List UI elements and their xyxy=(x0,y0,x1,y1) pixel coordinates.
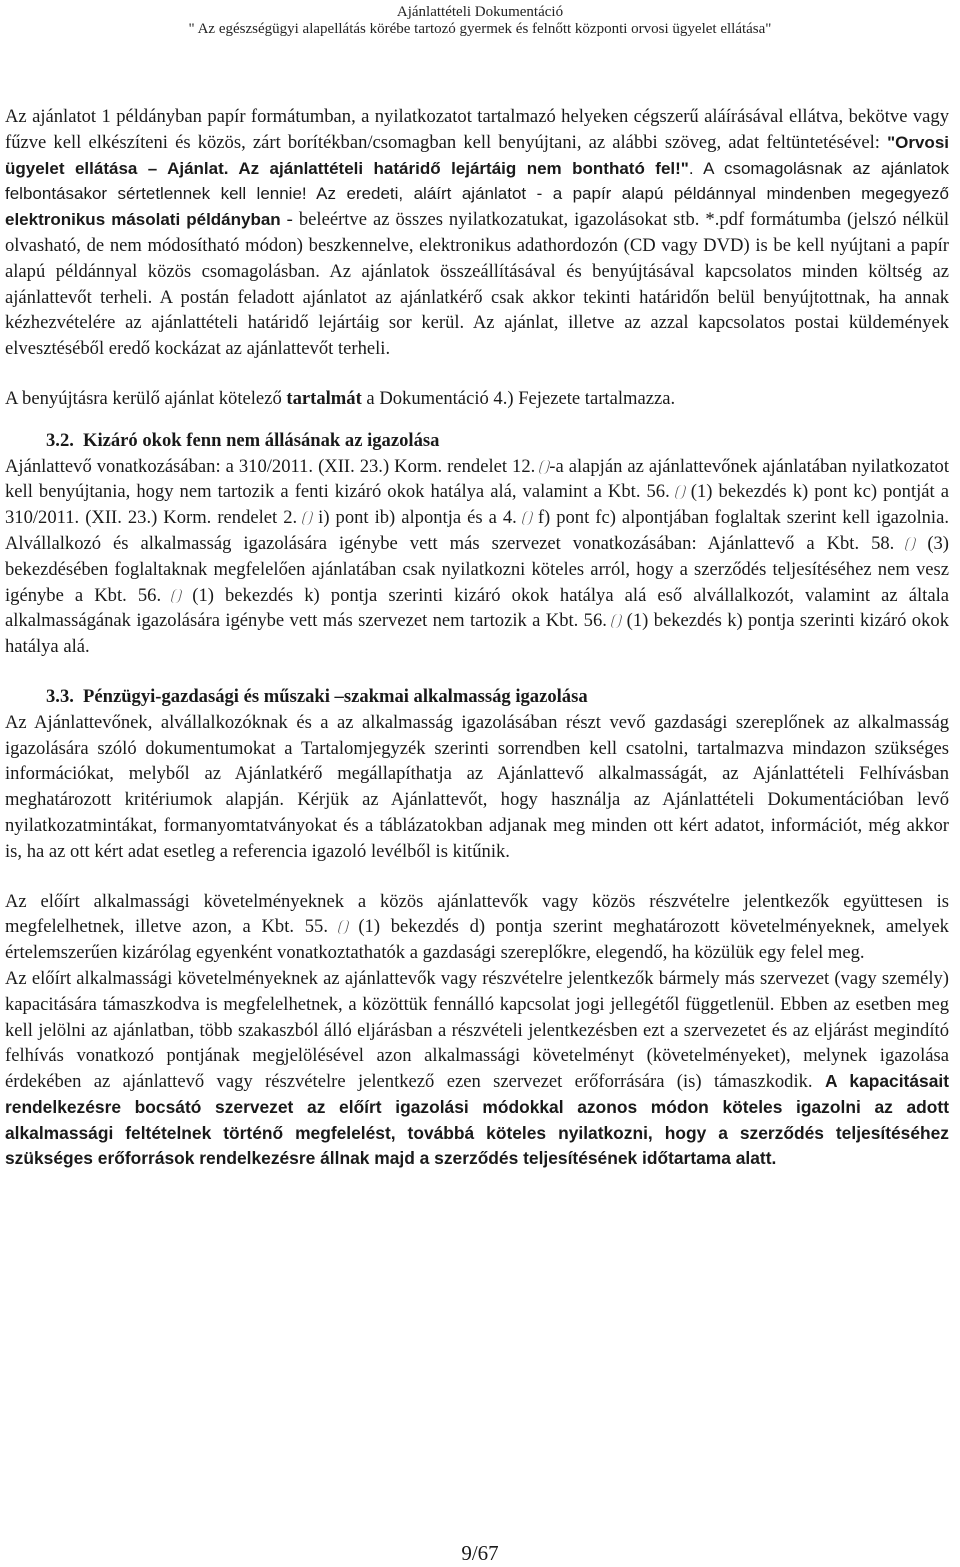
page-header xyxy=(0,4,960,38)
section-number: 3.2. xyxy=(46,429,74,451)
text: a Dokumentáció 4.) Fejezete tartalmazza. xyxy=(361,387,676,409)
text: (1) bekezdés k) pontja szerinti kizáró okok hatálya alá eső alvállalkozót, valamint az általa alkalmasságának igazolására igénybe vett más szervezet nem tartozik a Kbt. 56. xyxy=(5,584,949,632)
contents-paragraph xyxy=(5,386,949,412)
suitability-paragraph: Az Ajánlattevőnek, alvállalkozóknak és a az alkalmasság igazolásában részt vevő gazdasági szereplőnek az alkalmasság igazolására szóló dokumentumokat a Tartalomjegyzék szerinti sorrendben kell csatolni, tartalmazva mindazon szükséges információkat, melyből az Ajánlatkérő megállapíthatja az Ajánlattevő alkalmasságát, az Ajánlattételi Felhívásban meghatározott kritériumok alapján. Kérjük az Ajánlattevőt, hogy használja az Ajánlattételi Dokumentációban levő nyilatkozatmintákat, formanyomtatványokat és a táblázatokban adjanak meg minden ott kért adatot, információt, még akkor is, ha az ott kért adat esetleg a referencia igazoló levélből is kitűnik. xyxy=(5,711,949,862)
text: Az előírt alkalmassági követelményeknek a közös ajánlattevők vagy közös részvételre jelentkezők együttesen is megfelelhetnek, illetve azon, a Kbt. 55. xyxy=(5,890,949,938)
contents-bold: tartalmát xyxy=(286,387,362,409)
submission-paragraph xyxy=(5,104,949,362)
header-subject: " Az egészségügyi alapellátás körébe tartozó gyermek és felnőtt központi orvosi ügyelet ellátása" xyxy=(188,21,772,37)
document-body xyxy=(5,104,949,1172)
text: - beleértve az összes nyilatkozatukat, igazolásokat stb. *.pdf formátumba (jelszó nélkül olvasható, de nem módosítható módon) beszkennelve, elektronikus adathordozón (CD vagy DVD) is be kell nyújtani a papír alapú példánnyal közös csomagolásban. Az ajánlatok összeállításával és benyújtásával kapcsolatos minden költség az ajánlattevőt terheli. A postán feladott ajánlatot az ajánlatkérő csak akkor tekinti határidőn belül benyújtottnak, ha annak kézhezvételére az ajánlattételi határidő lejártáig sor kerül. Az ajánlat, illetve az azzal kapcsolatos postai küldemények elvesztéséből eredő kockázat az ajánlattevőt terheli. xyxy=(5,209,949,360)
header-doc-title: Ajánlattételi Dokumentáció xyxy=(396,4,564,20)
text: (1) bekezdés k) pont kc) pontját a 310/2011. (XII. 23.) Korm. rendelet 2. xyxy=(5,481,949,529)
text: (1) bekezdés k) pontja szerinti kizáró okok hatálya alá. xyxy=(5,610,949,658)
section-number: 3.3. xyxy=(46,685,74,707)
joint-bidders-paragraph xyxy=(5,889,949,966)
section-heading-3-2 xyxy=(5,428,949,454)
text: i) pont ib) alpontja és a 4. xyxy=(312,507,523,529)
envelope-label-text: "Orvosi ügyelet ellátása – Ajánlat. Az ajánlattételi határidő lejártáig nem bontható fel!" xyxy=(5,132,949,178)
text: . A csomagolásnak az ajánlatok felbontásakor sértetlennek kell lennie! Az eredeti, aláírt ajánlatot - a papír alapú példánnyal mindenben megegyező xyxy=(5,158,949,204)
text: (3) bekezdésében foglaltaknak megfelelően ajánlatában csak nyilatkozni köteles arról, hogy a szerződés teljesítéséhez nem vesz igénybe a Kbt. 56. xyxy=(5,532,949,606)
text: Ajánlattevő vonatkozásában: a 310/2011. (XII. 23.) Korm. rendelet 12. xyxy=(5,455,541,477)
exclusion-paragraph xyxy=(5,454,949,660)
text: -a alapján az ajánlattevőnek ajánlatában nyilatkozatot kell benyújtania, hogy nem tartozik a fenti kizáró okok hatálya alá, valamint a Kbt. 56. xyxy=(5,455,949,503)
section-heading-3-3 xyxy=(5,684,949,710)
text: Az ajánlatot 1 példányban papír formátumban, a nyilatkozatot tartalmazó helyeken cégszerű aláírásával ellátva, bekötve vagy fűzve kell elkészíteni és közös, zárt borítékban/csomagban kell benyújtani, az alábbi szöveg, adat feltüntetésével: xyxy=(5,106,949,153)
capacity-bold-text: A kapacitásait rendelkezésre bocsátó szervezet az előírt igazolási módokkal azonos módon köteles igazolni az adott alkalmassági feltételnek történő megfelelést, továbbá köteles nyilatkozni, hogy a szerződés teljesítéséhez szükséges erőforrások rendelkezésre állnak majd a szerződés teljesítésének időtartama alatt. xyxy=(5,1071,949,1169)
page-number: 9/67 xyxy=(461,1541,499,1565)
text: Az előírt alkalmassági követelményeknek az ajánlattevők vagy részvételre jelentkezők bármely más szervezet (vagy személy) kapacitására támaszkodva is megfelelhetnek, a közöttük fennálló kapcsolat jogi jellegétől függetlenül. Ebben az esetben meg kell jelölni az ajánlatban, több szakaszból álló eljárásban a részvételi jelentkezésben ezt a szervezetet és az eljárást megindító felhívás vonatkozó pontjának megjelölésével azon alkalmassági követelményt (követelményeket), melynek igazolása érdekében az ajánlattevő vagy részvételre jelentkező ezen szervezet erőforrására (is) támaszkodik. xyxy=(5,967,949,1093)
section-title: Kizáró okok fenn nem állásának az igazolása xyxy=(83,429,440,451)
text: A benyújtásra kerülő ajánlat kötelező xyxy=(5,387,287,409)
capacity-paragraph xyxy=(5,966,949,1172)
electronic-copy-text: elektronikus másolati példányban xyxy=(5,210,281,230)
text: (1) bekezdés d) pontja szerint meghatározott követelményeknek, amelyek értelemszerűen kizárólag egyenként vonatkoztathatók a gazdasági szereplőkre, elegendő, ha közülük egy felel meg. xyxy=(5,916,949,964)
text: f) pont fc) alpontjában foglaltak szerint kell igazolnia. Alvállalkozó és alkalmasság igazolására igénybe vett más szervezet vonatkozásában: Ajánlattevő a Kbt. 58. xyxy=(5,507,949,554)
section-title: Pénzügyi-gazdasági és műszaki –szakmai alkalmasság igazolása xyxy=(83,685,588,707)
